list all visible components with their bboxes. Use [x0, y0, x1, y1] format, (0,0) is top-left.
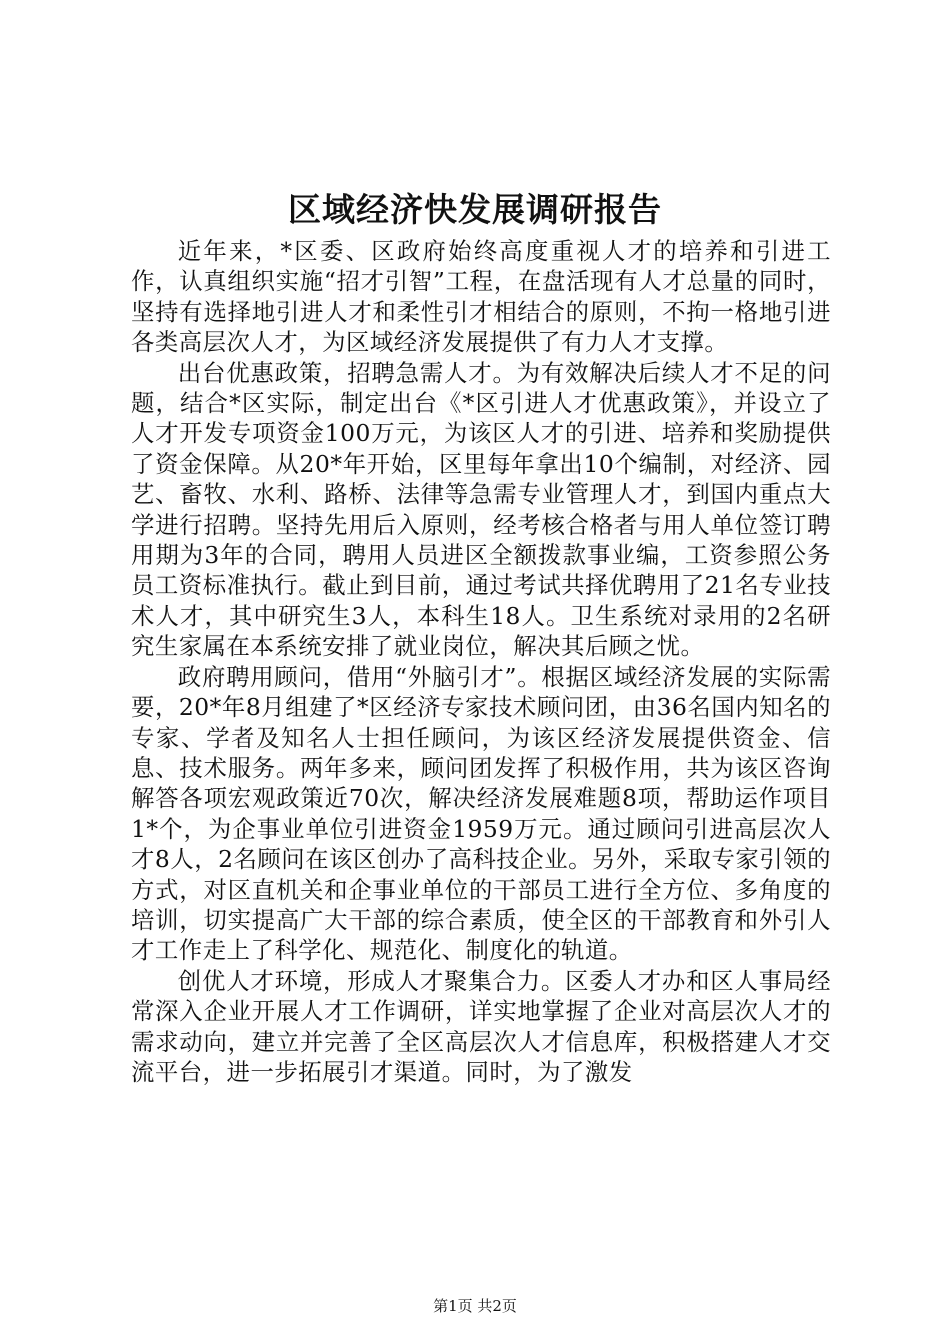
document-title: 区域经济快发展调研报告 [288, 190, 662, 229]
paragraph-government-advisors: 政府聘用顾问，借用“外脑引才”。根据区域经济发展的实际需要，20*年8月组建了*区经济专家技术顾问团，由36名国内知名的专家、学者及知名人士担任顾问，为该区经济发展提供资金、信息、技术服务。两年多来，顾问团发挥了积极作用，共为该区咨询解答各项宏观政策近70次，解决经济发展难题8项，帮助运作项目1*个，为企事业单位引进资金1959万元。通过顾问引进高层次人才8人，2名顾问在该区创办了高科技企业。另外，采取专家引领的方式，对区直机关和企事业单位的干部员工进行全方位、多角度的培训，切实提高广大干部的综合素质，使全区的干部教育和外引人才工作走上了科学化、规范化、制度化的轨道。 [131, 662, 831, 965]
paragraph-preferential-policy: 出台优惠政策，招聘急需人才。为有效解决后续人才不足的问题，结合*区实际，制定出台《*区引进人才优惠政策》，并设立了人才开发专项资金100万元，为该区人才的引进、培养和奖励提供了资金保障。从20*年开始，区里每年拿出10个编制，对经济、园艺、畜牧、水利、路桥、法律等急需专业管理人才，到国内重点大学进行招聘。坚持先用后入原则，经考核合格者与用人单位签订聘用期为3年的合同，聘用人员进区全额拨款事业编，工资参照公务员工资标准执行。截止到目前，通过考试共择优聘用了21名专业技术人才，其中研究生3人，本科生18人。卫生系统对录用的2名研究生家属在本系统安排了就业岗位，解决其后顾之忧。 [131, 358, 831, 661]
document-body [131, 236, 831, 1087]
paragraph-intro: 近年来，*区委、区政府始终高度重视人才的培养和引进工作，认真组织实施“招才引智”工程，在盘活现有人才总量的同时，坚持有选择地引进人才和柔性引才相结合的原则，不拘一格地引进各类高层次人才，为区域经济发展提供了有力人才支撑。 [131, 237, 831, 357]
paragraph-talent-environment: 创优人才环境，形成人才聚集合力。区委人才办和区人事局经常深入企业开展人才工作调研，详实地掌握了企业对高层次人才的需求动向，建立并完善了全区高层次人才信息库，积极搭建人才交流平台，进一步拓展引才渠道。同时，为了激发 [131, 966, 831, 1086]
page-number-footer: 第1页 共2页 [433, 1297, 517, 1315]
